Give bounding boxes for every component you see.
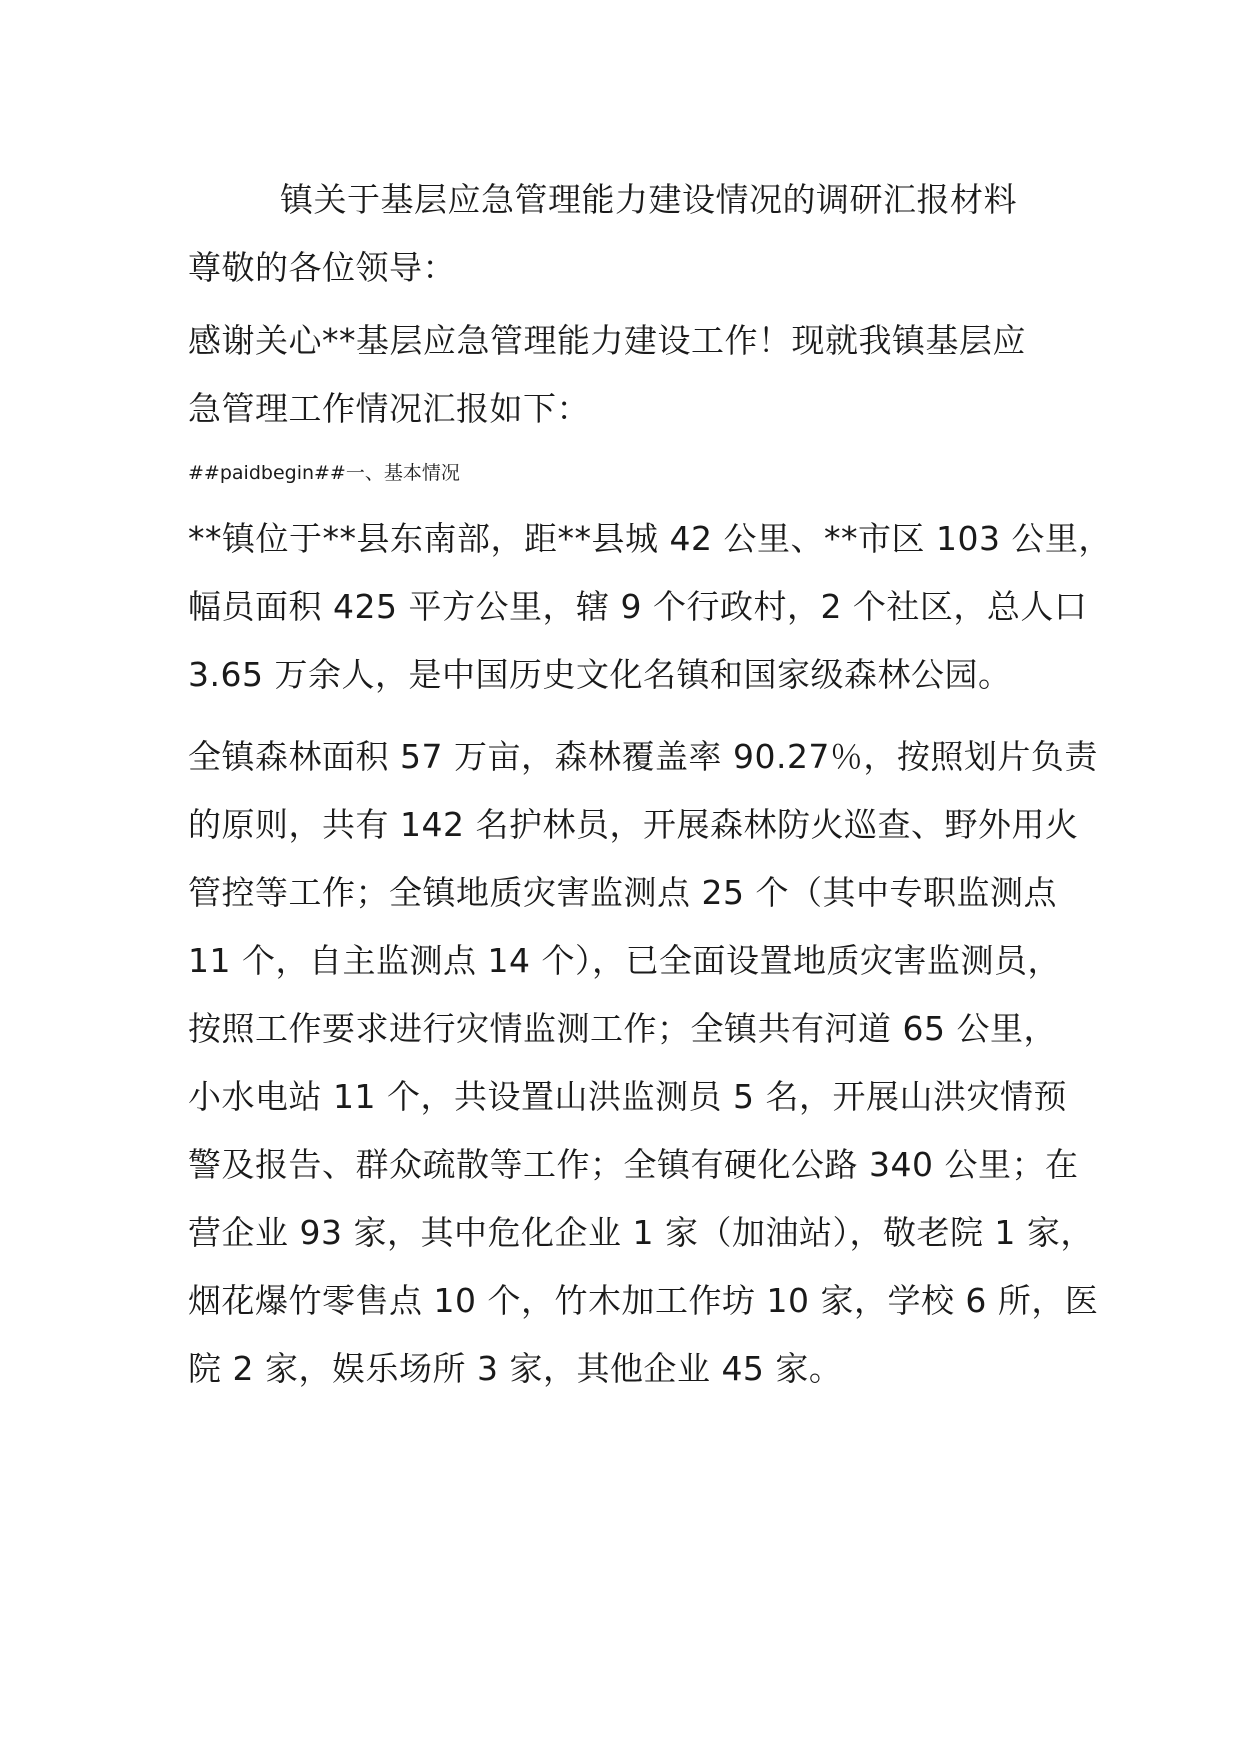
paragraph-line: 烟花爆竹零售点 10 个，竹木加工作坊 10 家，学校 6 所，医 [188,1281,1099,1320]
section-heading: ##paidbegin##一、基本情况 [188,462,460,484]
intro-line: 急管理工作情况汇报如下： [188,389,590,428]
paragraph-line: 按照工作要求进行灾情监测工作；全镇共有河道 65 公里， [188,1009,1057,1048]
paragraph-line: 的原则，共有 142 名护林员，开展森林防火巡查、野外用火 [188,805,1079,844]
paragraph-line: 全镇森林面积 57 万亩，森林覆盖率 90.27％，按照划片负责 [188,737,1098,776]
intro-line: 感谢关心**基层应急管理能力建设工作！现就我镇基层应 [188,321,1026,360]
salutation: 尊敬的各位领导： [188,248,456,287]
paragraph-line: 管控等工作；全镇地质灾害监测点 25 个（其中专职监测点 [188,873,1057,912]
paragraph-line: 院 2 家，娱乐场所 3 家，其他企业 45 家。 [188,1349,843,1388]
paragraph-line: 警及报告、群众疏散等工作；全镇有硬化公路 340 公里；在 [188,1145,1079,1184]
paragraph-line: 幅员面积 425 平方公里，辖 9 个行政村，2 个社区，总人口 [188,587,1088,626]
paragraph-line: **镇位于**县东南部，距**县城 42 公里、**市区 103 公里， [188,519,1112,558]
paragraph-line: 11 个，自主监测点 14 个），已全面设置地质灾害监测员， [188,941,1061,980]
paragraph-line: 营企业 93 家，其中危化企业 1 家（加油站），敬老院 1 家， [188,1213,1094,1252]
paragraph-line: 小水电站 11 个，共设置山洪监测员 5 名，开展山洪灾情预 [188,1077,1067,1116]
paragraph-line: 3.65 万余人，是中国历史文化名镇和国家级森林公园。 [188,655,1012,694]
document-title: 镇关于基层应急管理能力建设情况的调研汇报材料 [280,180,1017,219]
